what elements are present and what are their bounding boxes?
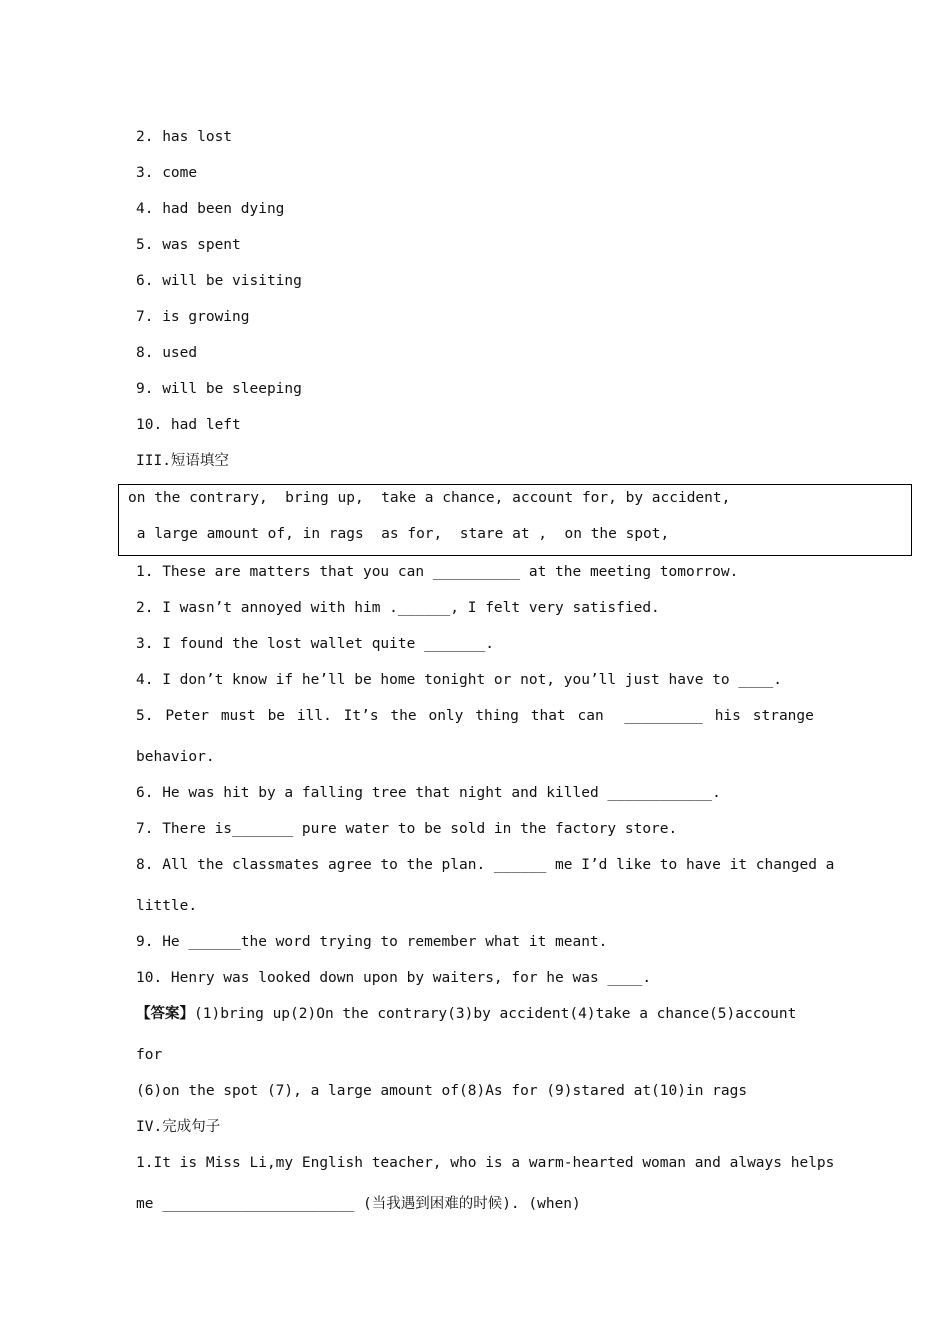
q5-word: the — [390, 708, 417, 724]
question-5 — [136, 706, 814, 726]
answer-key-line-1-continued: for — [136, 1047, 163, 1063]
answer-item: 10. had left — [136, 417, 241, 433]
q5-word: that — [530, 708, 566, 724]
q5-word: strange — [752, 708, 814, 724]
q5-blank: _________ — [615, 708, 703, 724]
question-5-continued: behavior. — [136, 749, 215, 765]
question-8: 8. All the classmates agree to the plan. ______ me I’d like to have it changed a — [136, 857, 835, 873]
q5-word: ill. — [296, 708, 332, 724]
answer-item: 5. was spent — [136, 237, 241, 253]
question-1: 1. These are matters that you can __________ at the meeting tomorrow. — [136, 564, 739, 580]
question-3: 3. I found the lost wallet quite _______. — [136, 636, 494, 652]
question-7: 7. There is_______ pure water to be sold in the factory store. — [136, 821, 678, 837]
answer-label: 【答案】 — [136, 1006, 194, 1022]
q5-word: must — [220, 708, 256, 724]
phrase-box-line-1: on the contrary, bring up, take a chance, account for, by accident, — [128, 490, 731, 506]
answer-item: 8. used — [136, 345, 198, 361]
question-4: 4. I don’t know if he’ll be home tonight or not, you’ll just have to ____. — [136, 672, 783, 688]
question-9: 9. He ______the word trying to remember what it meant. — [136, 934, 608, 950]
q5-word: thing — [475, 708, 519, 724]
question-2: 2. I wasn’t annoyed with him .______, I felt very satisfied. — [136, 600, 660, 616]
section-heading-iv: IV.完成句子 — [136, 1119, 221, 1135]
q5-word: can — [577, 708, 604, 724]
answer-item: 9. will be sleeping — [136, 381, 302, 397]
answer-item: 3. come — [136, 165, 198, 181]
q5-word: Peter — [165, 708, 209, 724]
question-6: 6. He was hit by a falling tree that night and killed ____________. — [136, 785, 721, 801]
answer-item: 7. is growing — [136, 309, 250, 325]
question-8-continued: little. — [136, 898, 198, 914]
q5-word: only — [428, 708, 464, 724]
q5-word: It’s — [343, 708, 379, 724]
answer-item: 4. had been dying — [136, 201, 285, 217]
answer-key-line-2: (6)on the spot (7), a large amount of(8)As for (9)stared at(10)in rags — [136, 1083, 748, 1099]
phrase-box-line-2: a large amount of, in rags as for, stare at , on the spot, — [128, 526, 670, 542]
answer-item: 2. has lost — [136, 129, 233, 145]
sentence-question-1-continued: me ______________________ (当我遇到困难的时候). (when) — [136, 1196, 581, 1212]
answer-item: 6. will be visiting — [136, 273, 302, 289]
question-10: 10. Henry was looked down upon by waiters, for he was ____. — [136, 970, 652, 986]
q5-word: be — [267, 708, 286, 724]
q5-word: his — [714, 708, 741, 724]
phrase-box — [118, 484, 912, 556]
answer-key-line-1: (1)bring up(2)On the contrary(3)by accident(4)take a chance(5)account — [194, 1006, 797, 1022]
q5-word: 5. — [136, 708, 154, 724]
answer-key — [136, 1004, 796, 1024]
sentence-question-1: 1.It is Miss Li,my English teacher, who is a warm-hearted woman and always helps — [136, 1155, 835, 1171]
section-heading-iii: III.短语填空 — [136, 453, 229, 469]
